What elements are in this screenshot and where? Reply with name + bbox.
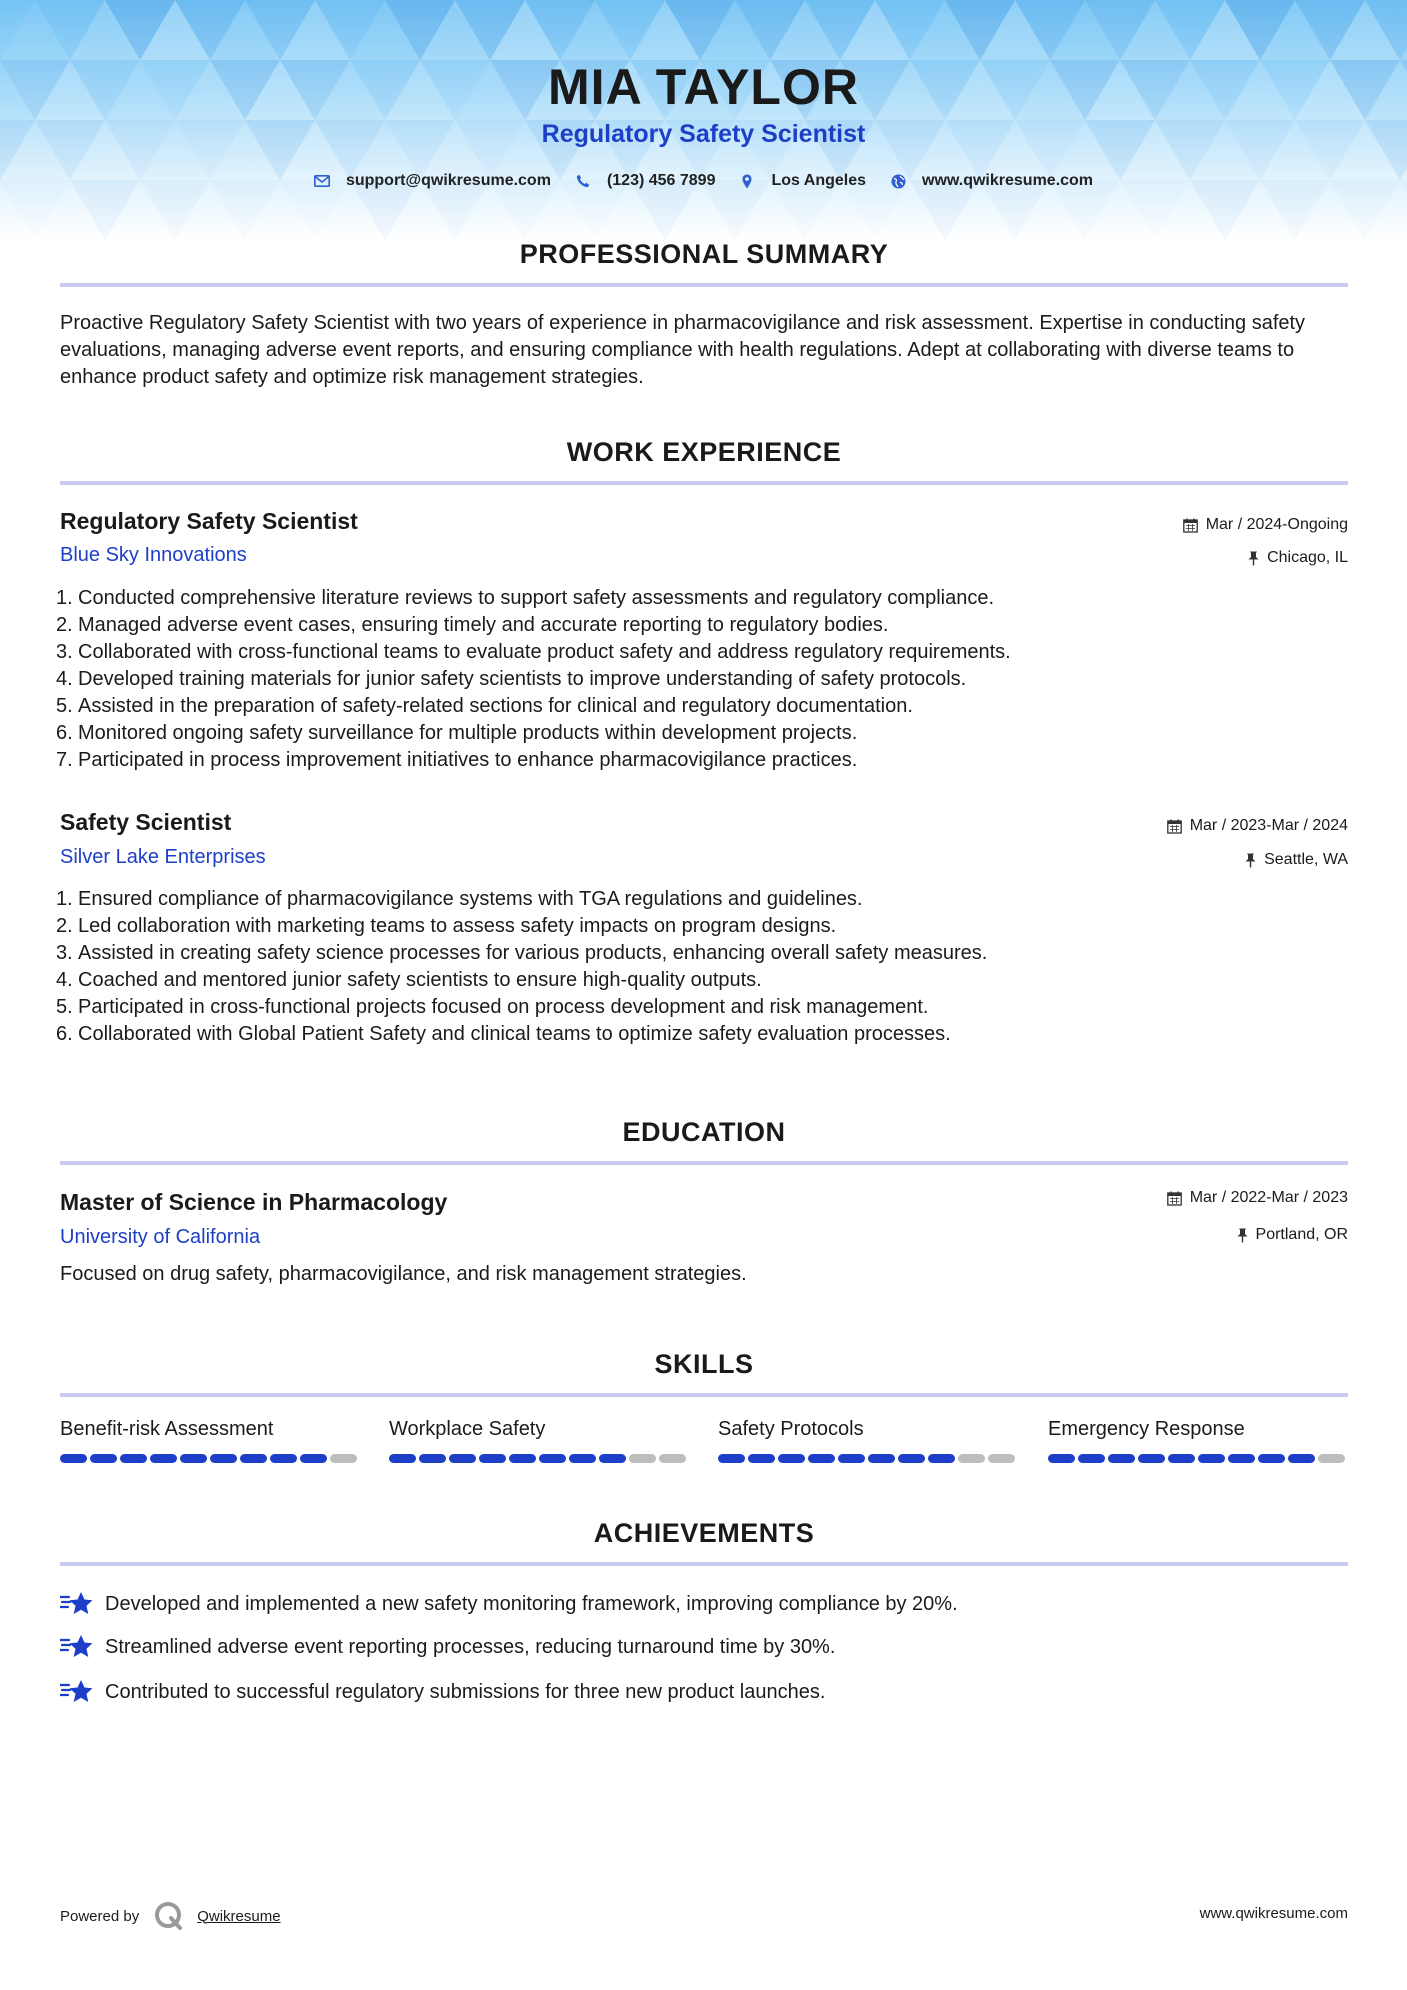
list-item: 5. Assisted in the preparation of safety-related sections for clinical and regulatory documentation. — [56, 695, 913, 717]
calendar-icon — [1183, 518, 1198, 533]
job-title: Regulatory Safety Scientist — [60, 508, 358, 534]
phone-text: (123) 456 7899 — [606, 172, 716, 189]
job-bullets — [56, 585, 1346, 774]
skill-level-segment — [748, 1454, 775, 1463]
skill-level-segment — [928, 1454, 955, 1463]
envelope-icon — [314, 175, 330, 187]
skill-level-segment — [838, 1454, 865, 1463]
list-item: 4. Developed training materials for junior safety scientists to improve understanding of safety protocols. — [56, 668, 967, 690]
footer-website-link[interactable]: www.qwikresume.com — [1199, 1905, 1348, 1922]
summary-divider — [60, 283, 1348, 287]
pushpin-icon — [1237, 1228, 1248, 1243]
skill-level-segment — [868, 1454, 895, 1463]
skill-level-segment — [1228, 1454, 1255, 1463]
skill-level-segment — [1078, 1454, 1105, 1463]
skill-level-segment — [1288, 1454, 1315, 1463]
education-location — [1237, 1226, 1348, 1244]
achievement-text: Contributed to successful regulatory submissions for three new product launches. — [105, 1680, 826, 1703]
achievement-item — [60, 1633, 835, 1661]
skill-level-segment — [120, 1454, 147, 1463]
skill-level-segment — [988, 1454, 1015, 1463]
skill-level-bar — [1048, 1454, 1348, 1463]
job-bullets — [56, 886, 1346, 1048]
achievement-text: Developed and implemented a new safety monitoring framework, improving compliance by 20%. — [105, 1592, 958, 1615]
achievements-heading: ACHIEVEMENTS — [593, 1518, 815, 1548]
star-icon — [60, 1633, 94, 1661]
skill-level-segment — [718, 1454, 745, 1463]
education-description: Focused on drug safety, pharmacovigilance, and risk management strategies. — [60, 1263, 747, 1285]
skill-item — [60, 1418, 360, 1463]
website-text: www.qwikresume.com — [922, 172, 1094, 189]
skill-level-segment — [419, 1454, 446, 1463]
job-title: Safety Scientist — [60, 809, 232, 835]
achievement-text: Streamlined adverse event reporting processes, reducing turnaround time by 30%. — [105, 1635, 836, 1658]
contact-website[interactable] — [890, 172, 1093, 190]
list-item: 3. Collaborated with cross-functional teams to evaluate product safety and address regulatory requirements. — [56, 641, 1011, 663]
list-item: 3. Assisted in creating safety science processes for various products, enhancing overall safety measures. — [56, 942, 988, 964]
location-text: Los Angeles — [771, 172, 867, 189]
skill-item — [1048, 1418, 1348, 1463]
candidate-role: Regulatory Safety Scientist — [541, 120, 866, 148]
education-dates — [1167, 1189, 1348, 1207]
summary-heading: PROFESSIONAL SUMMARY — [519, 239, 889, 269]
pushpin-icon — [1245, 853, 1256, 868]
company-name: Blue Sky Innovations — [60, 544, 247, 566]
skill-level-bar — [718, 1454, 1018, 1463]
location-text: Chicago, IL — [1267, 549, 1348, 566]
skill-level-segment — [509, 1454, 536, 1463]
list-item: 1. Conducted comprehensive literature reviews to support safety assessments and regulatory compliance. — [56, 587, 995, 609]
skill-level-segment — [150, 1454, 177, 1463]
job-location — [1245, 851, 1348, 869]
experience-heading: WORK EXPERIENCE — [566, 437, 842, 467]
skill-level-segment — [90, 1454, 117, 1463]
phone-icon — [575, 174, 591, 188]
brand-link[interactable]: Qwikresume — [197, 1907, 281, 1925]
skill-level-segment — [60, 1454, 87, 1463]
achievement-item — [60, 1678, 825, 1706]
list-item: 5. Participated in cross-functional projects focused on process development and risk management. — [56, 996, 929, 1018]
skill-level-segment — [569, 1454, 596, 1463]
skill-label: Emergency Response — [1048, 1418, 1245, 1440]
calendar-icon — [1167, 819, 1182, 834]
location-text: Portland, OR — [1255, 1226, 1348, 1243]
star-icon — [60, 1678, 94, 1706]
candidate-name: MIA TAYLOR — [548, 59, 859, 115]
achievements-divider — [60, 1562, 1348, 1566]
experience-divider — [60, 481, 1348, 485]
skill-level-segment — [1318, 1454, 1345, 1463]
degree-title: Master of Science in Pharmacology — [60, 1189, 448, 1215]
qwikresume-logo — [153, 1900, 185, 1932]
job-dates — [1183, 516, 1348, 534]
list-item: 6. Collaborated with Global Patient Safety and clinical teams to optimize safety evaluation processes. — [56, 1023, 951, 1045]
skill-level-segment — [599, 1454, 626, 1463]
star-icon — [60, 1590, 94, 1618]
skill-level-segment — [240, 1454, 267, 1463]
company-name: Silver Lake Enterprises — [60, 846, 266, 868]
skills-heading: SKILLS — [654, 1349, 754, 1379]
skill-level-segment — [300, 1454, 327, 1463]
skill-level-bar — [389, 1454, 689, 1463]
skill-label: Safety Protocols — [718, 1418, 864, 1440]
skill-level-segment — [180, 1454, 207, 1463]
job-dates — [1167, 817, 1348, 835]
list-item: 6. Monitored ongoing safety surveillance for multiple products within development projects. — [56, 722, 858, 744]
skill-level-segment — [778, 1454, 805, 1463]
skill-level-segment — [210, 1454, 237, 1463]
skill-level-bar — [60, 1454, 360, 1463]
skill-level-segment — [1198, 1454, 1225, 1463]
dates-text: Mar / 2022-Mar / 2023 — [1189, 1189, 1348, 1206]
pushpin-icon — [1248, 551, 1259, 566]
list-item: 4. Coached and mentored junior safety scientists to ensure high-quality outputs. — [56, 969, 762, 991]
contact-bar — [0, 172, 1407, 190]
contact-location — [739, 172, 866, 190]
skill-level-segment — [330, 1454, 357, 1463]
school-name: University of California — [60, 1226, 261, 1248]
skill-level-segment — [629, 1454, 656, 1463]
list-item: 2. Led collaboration with marketing teams to assess safety impacts on program designs. — [56, 915, 837, 937]
skill-level-segment — [389, 1454, 416, 1463]
email-text: support@qwikresume.com — [345, 172, 551, 189]
skill-level-segment — [1138, 1454, 1165, 1463]
list-item: 2. Managed adverse event cases, ensuring timely and accurate reporting to regulatory bodies. — [56, 614, 889, 636]
skill-level-segment — [1108, 1454, 1135, 1463]
list-item: 1. Ensured compliance of pharmacovigilance systems with TGA regulations and guidelines. — [56, 888, 863, 910]
skill-level-segment — [1258, 1454, 1285, 1463]
map-pin-icon — [739, 174, 755, 189]
powered-by-label: Powered by — [60, 1907, 140, 1925]
dates-text: Mar / 2023-Mar / 2024 — [1189, 817, 1348, 834]
skill-label: Benefit-risk Assessment — [60, 1418, 274, 1440]
skill-level-segment — [1168, 1454, 1195, 1463]
achievement-item — [60, 1590, 958, 1618]
contact-email[interactable] — [314, 172, 551, 190]
education-divider — [60, 1161, 1348, 1165]
skill-level-segment — [270, 1454, 297, 1463]
dates-text: Mar / 2024-Ongoing — [1205, 516, 1348, 533]
location-text: Seattle, WA — [1264, 851, 1348, 868]
skill-level-segment — [539, 1454, 566, 1463]
footer-branding — [60, 1900, 281, 1932]
calendar-icon — [1167, 1191, 1182, 1206]
job-location — [1248, 549, 1348, 567]
skill-level-segment — [958, 1454, 985, 1463]
skills-divider — [60, 1393, 1348, 1397]
skill-level-segment — [479, 1454, 506, 1463]
skill-level-segment — [659, 1454, 686, 1463]
contact-phone[interactable] — [575, 172, 716, 190]
skill-level-segment — [898, 1454, 925, 1463]
skill-item — [718, 1418, 1018, 1463]
summary-text: Proactive Regulatory Safety Scientist with two years of experience in pharmacovigilance and risk assessment. Expertise in conducting safety evaluations, managing adverse event reports, and ensuring compliance with health regulations. Adept at collaborating with diverse teams to enhance product safety and optimize risk management strategies. — [60, 312, 1306, 388]
skill-level-segment — [449, 1454, 476, 1463]
skill-label: Workplace Safety — [389, 1418, 546, 1440]
skill-level-segment — [808, 1454, 835, 1463]
skill-level-segment — [1048, 1454, 1075, 1463]
globe-icon — [890, 174, 906, 189]
education-heading: EDUCATION — [622, 1117, 786, 1147]
skill-item — [389, 1418, 689, 1463]
list-item: 7. Participated in process improvement initiatives to enhance pharmacovigilance practices. — [56, 749, 858, 771]
